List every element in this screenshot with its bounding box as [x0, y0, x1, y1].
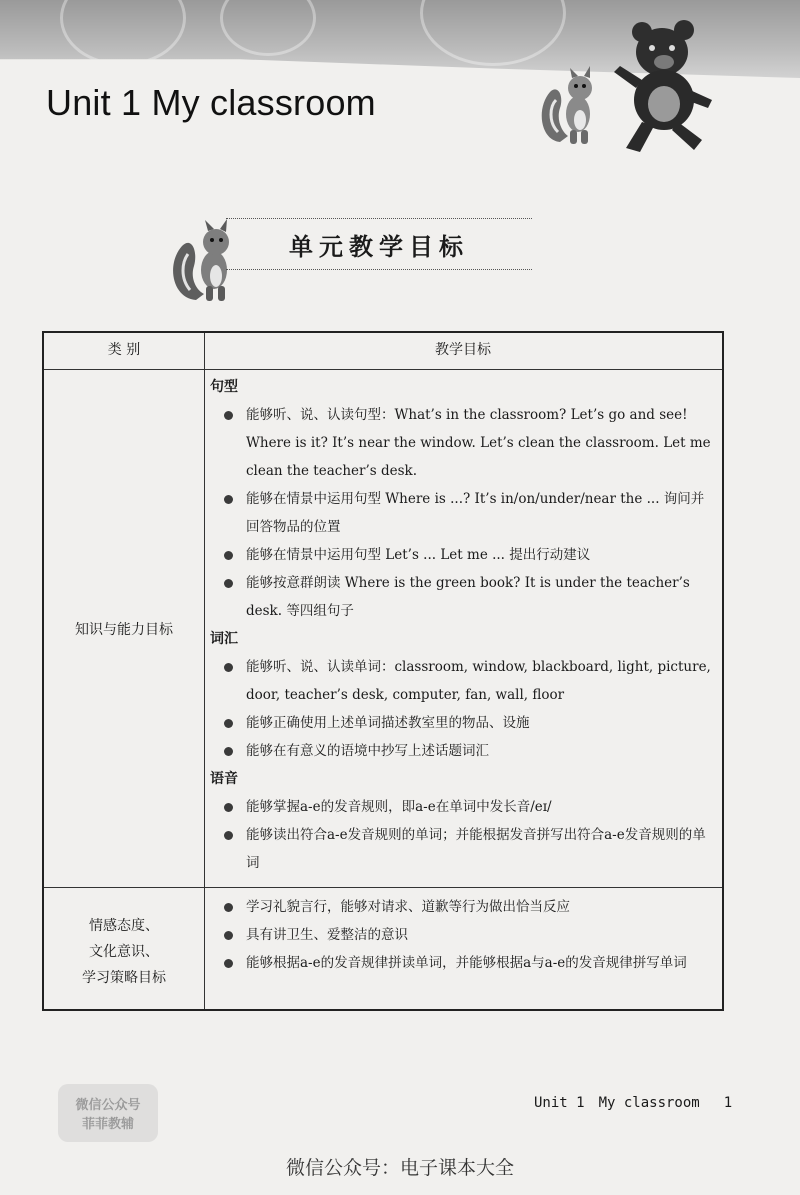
- goals-attitude: [210, 893, 716, 977]
- bullet-icon: [224, 903, 233, 912]
- row-divider: [44, 887, 722, 888]
- page-number: 1: [723, 1095, 733, 1111]
- squirrel-icon: [538, 62, 602, 146]
- list-item: [210, 949, 716, 977]
- goal-text: 具有讲卫生、爱整洁的意识: [246, 927, 408, 943]
- section-heading: 单元教学目标: [226, 218, 532, 270]
- group-title: 句型: [210, 379, 238, 395]
- list-item: [210, 793, 716, 821]
- unit-title: Unit 1 My classroom: [46, 82, 376, 123]
- list-item: [210, 569, 716, 625]
- header-goals: 教学目标: [435, 342, 491, 358]
- goal-text: 学习礼貌言行，能够对请求、道歉等行为做出恰当反应: [246, 899, 570, 915]
- bullet-icon: [224, 551, 233, 560]
- footer-unit-name: My classroom: [598, 1095, 700, 1111]
- watermark-line: 菲菲教辅: [81, 1117, 134, 1132]
- bullet-icon: [224, 579, 233, 588]
- list-item: [210, 485, 716, 541]
- bullet-icon: [224, 803, 233, 812]
- group-title: 词汇: [210, 631, 238, 647]
- bullet-icon: [224, 719, 233, 728]
- header-category: 类 别: [107, 342, 141, 358]
- list-item: [210, 653, 716, 709]
- column-divider: [204, 333, 205, 1009]
- goal-text: 能够按意群朗读 Where is the green book? It is under the teacher’s desk. 等四组句子: [246, 575, 690, 619]
- category-line: 情感态度、: [89, 918, 159, 934]
- list-item: [210, 921, 716, 949]
- footer-unit-label: Unit 1: [534, 1095, 585, 1111]
- bullet-icon: [224, 831, 233, 840]
- bullet-icon: [224, 411, 233, 420]
- group-title: 语音: [210, 771, 238, 787]
- page-footer: [534, 1095, 732, 1111]
- goal-text: 能够正确使用上述单词描述教室里的物品、设施: [246, 715, 530, 731]
- category-line: 文化意识、: [89, 944, 159, 960]
- goal-text: 能够听、说、认读句型：What’s in the classroom? Let’s go and see! Where is it? It’s near the window. Let’s clean the classroom. Let me clean the teacher’s desk.: [246, 407, 711, 479]
- decorative-swirl: [60, 0, 186, 66]
- list-item: [210, 541, 716, 569]
- list-item: [210, 893, 716, 921]
- decorative-swirl: [420, 0, 566, 66]
- list-item: [210, 737, 716, 765]
- bullet-icon: [224, 747, 233, 756]
- goals-table: [42, 331, 724, 1011]
- watermark-bottom: 微信公众号：电子课本大全: [285, 1157, 514, 1179]
- list-item: [210, 709, 716, 737]
- list-item: [210, 401, 716, 485]
- bullet-icon: [224, 959, 233, 968]
- decorative-swirl: [220, 0, 316, 56]
- goal-text: 能够根据a-e的发音规律拼读单词，并能够根据a与a-e的发音规律拼写单词: [246, 955, 687, 971]
- category-attitude: [44, 913, 204, 991]
- list-item: [210, 821, 716, 877]
- goal-text: 能够读出符合a-e发音规则的单词；并能根据发音拼写出符合a-e发音规则的单词: [246, 827, 706, 871]
- goal-text: 能够听、说、认读单词：classroom, window, blackboard, light, picture, door, teacher’s desk, computer, fan, wall, floor: [246, 659, 711, 703]
- bear-icon: [612, 18, 718, 158]
- watermark-stamp: [58, 1084, 158, 1142]
- goal-text: 能够在情景中运用句型 Where is ...? It’s in/on/under/near the ... 询问并回答物品的位置: [246, 491, 705, 535]
- bullet-icon: [224, 495, 233, 504]
- watermark-line: 微信公众号: [75, 1098, 141, 1113]
- goal-text: 能够在情景中运用句型 Let’s ... Let me ... 提出行动建议: [246, 547, 591, 563]
- table-header-row: [44, 333, 722, 370]
- goals-knowledge: [210, 373, 716, 877]
- bullet-icon: [224, 663, 233, 672]
- goal-text: 能够在有意义的语境中抄写上述话题词汇: [246, 743, 489, 759]
- goal-text: 能够掌握a-e的发音规则，即a-e在单词中发长音/eɪ/: [246, 799, 552, 815]
- category-line: 学习策略目标: [82, 970, 166, 986]
- category-knowledge: 知识与能力目标: [75, 622, 173, 638]
- bullet-icon: [224, 931, 233, 940]
